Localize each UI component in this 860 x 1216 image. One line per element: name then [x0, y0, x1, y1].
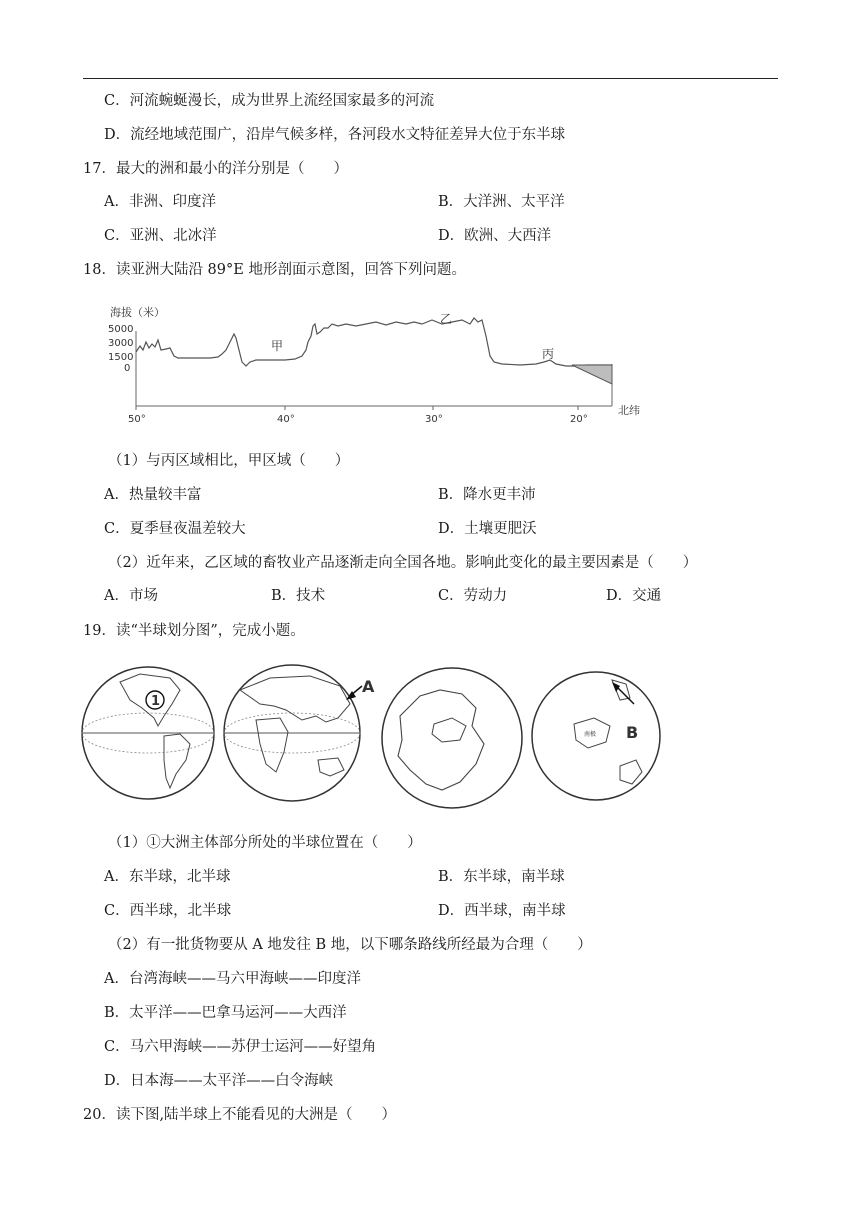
q18-1-stem: （1）与丙区域相比，甲区域（ ） — [108, 453, 350, 469]
q17-option-d: D．欧洲、大西洋 — [438, 228, 552, 244]
marker-b-label: B — [626, 723, 639, 742]
q17-option-b: B．大洋洲、太平洋 — [438, 194, 565, 210]
q18-stem: 18．读亚洲大陆沿 89°E 地形剖面示意图，回答下列问题。 — [83, 262, 466, 278]
western-hemisphere — [82, 667, 214, 799]
profile-label-jia: 甲 — [271, 339, 284, 353]
q18-1-option-c: C．夏季昼夜温差较大 — [104, 521, 246, 537]
q19-1-stem: （1）①大洲主体部分所处的半球位置在（ ） — [108, 835, 422, 851]
profile-label-bing: 丙 — [542, 347, 555, 361]
south-polar-hemisphere — [532, 672, 660, 800]
q17-stem: 17．最大的洲和最小的洋分别是（ ） — [83, 161, 348, 177]
q19-1-option-b: B．东半球，南半球 — [438, 869, 565, 885]
q19-2-stem: （2）有一批货物要从 A 地发往 B 地，以下哪条路线所经最为合理（ ） — [108, 937, 592, 953]
q18-1-option-a: A．热量较丰富 — [104, 487, 202, 503]
q18-2-option-b: B．技术 — [271, 588, 326, 604]
profile-ylabel: 海拔（米） — [110, 306, 165, 319]
q20-stem: 20．读下图,陆半球上不能看见的大洲是（ ） — [83, 1107, 397, 1123]
marker-1-label: 1 — [151, 694, 161, 709]
q19-1-option-a: A．东半球，北半球 — [104, 869, 231, 885]
profile-sea-wedge — [572, 365, 612, 384]
terrain-profile-figure — [100, 298, 650, 430]
q18-2-option-a: A．市场 — [104, 588, 158, 604]
marker-b-arrowhead — [612, 682, 620, 692]
q18-2-option-d: D．交通 — [606, 588, 662, 604]
q16-option-d: D．流经地域范围广，沿岸气候多样，各河段水文特征差异大位于东半球 — [104, 127, 566, 143]
profile-xtick-50: 50° — [128, 414, 146, 425]
q18-1-option-b: B．降水更丰沛 — [438, 487, 536, 503]
marker-a-label: A — [362, 677, 375, 696]
q18-2-option-c: C．劳动力 — [438, 588, 508, 604]
q19-2-option-c: C．马六甲海峡——苏伊士运河——好望角 — [104, 1039, 377, 1055]
q19-1-option-c: C．西半球，北半球 — [104, 903, 232, 919]
profile-ytick-5000: 5000 — [108, 324, 134, 335]
profile-label-yi: 乙 — [440, 312, 453, 326]
q19-2-option-d: D．日本海——太平洋——白令海峡 — [104, 1073, 334, 1089]
small-map-label: 南极 — [584, 731, 597, 738]
marker-b-arrow — [618, 688, 634, 704]
q16-option-c: C．河流蜿蜒漫长，成为世界上流经国家最多的河流 — [104, 93, 435, 109]
q19-1-option-d: D．西半球，南半球 — [438, 903, 566, 919]
header-rule — [83, 78, 778, 79]
q19-2-option-b: B．太平洋——巴拿马运河——大西洋 — [104, 1005, 347, 1021]
profile-ytick-0: 0 — [124, 363, 131, 374]
profile-ytick-3000: 3000 — [108, 338, 134, 349]
q19-2-option-a: A．台湾海峡——马六甲海峡——印度洋 — [104, 971, 361, 987]
eastern-hemisphere — [224, 665, 375, 801]
profile-xtick-30: 30° — [425, 414, 443, 425]
north-polar-hemisphere — [382, 668, 522, 808]
q19-stem: 19．读“半球划分图”，完成小题。 — [83, 623, 305, 639]
q17-option-c: C．亚洲、北冰洋 — [104, 228, 217, 244]
hemisphere-figure — [80, 660, 670, 820]
q17-option-a: A．非洲、印度洋 — [104, 194, 216, 210]
profile-xtick-40: 40° — [277, 414, 295, 425]
profile-ytick-1500: 1500 — [108, 352, 134, 363]
terrain-profile-line — [136, 318, 612, 366]
profile-xtick-20: 20° — [570, 414, 588, 425]
q18-1-option-d: D．土壤更肥沃 — [438, 521, 537, 537]
q18-2-stem: （2）近年来，乙区域的畜牧业产品逐渐走向全国各地。影响此变化的最主要因素是（ ） — [108, 555, 698, 571]
profile-xunit: 北纬 — [618, 404, 640, 417]
